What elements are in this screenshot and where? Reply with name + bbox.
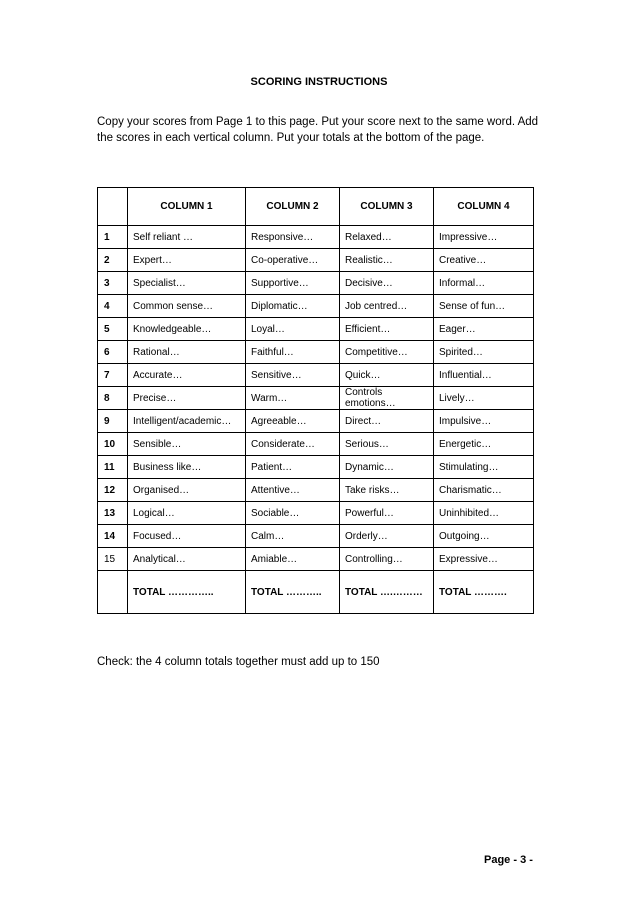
cell-column-4: Outgoing… (434, 525, 534, 548)
cell-column-4: Impressive… (434, 226, 534, 249)
cell-column-4: Expressive… (434, 548, 534, 571)
table-row (98, 364, 534, 387)
cell-column-1: Knowledgeable… (128, 318, 246, 341)
row-number: 15 (98, 548, 128, 571)
cell-column-2: Responsive… (246, 226, 340, 249)
row-number: 8 (98, 387, 128, 410)
total-column-4: TOTAL ………. (434, 571, 534, 614)
cell-column-1: Organised… (128, 479, 246, 502)
row-number: 10 (98, 433, 128, 456)
cell-column-3: Efficient… (340, 318, 434, 341)
cell-column-4: Informal… (434, 272, 534, 295)
cell-column-2: Faithful… (246, 341, 340, 364)
cell-column-4: Spirited… (434, 341, 534, 364)
cell-column-1: Common sense… (128, 295, 246, 318)
header-column-3: COLUMN 3 (340, 188, 434, 226)
total-column-1: TOTAL ………….. (128, 571, 246, 614)
cell-column-1: Focused… (128, 525, 246, 548)
table-row (98, 502, 534, 525)
cell-column-1: Analytical… (128, 548, 246, 571)
cell-column-2: Sociable… (246, 502, 340, 525)
cell-column-4: Creative… (434, 249, 534, 272)
table-row (98, 456, 534, 479)
cell-column-2: Warm… (246, 387, 340, 410)
row-number: 6 (98, 341, 128, 364)
cell-column-3: Controlling… (340, 548, 434, 571)
table-row (98, 387, 534, 410)
cell-column-3: Job centred… (340, 295, 434, 318)
cell-column-4: Charismatic… (434, 479, 534, 502)
scoring-table (97, 187, 534, 614)
table-row (98, 479, 534, 502)
cell-column-4: Lively… (434, 387, 534, 410)
cell-column-4: Uninhibited… (434, 502, 534, 525)
cell-column-1: Sensible… (128, 433, 246, 456)
total-column-2: TOTAL ……….. (246, 571, 340, 614)
row-number: 4 (98, 295, 128, 318)
page-title: SCORING INSTRUCTIONS (250, 76, 388, 88)
cell-column-3: Realistic… (340, 249, 434, 272)
cell-column-2: Loyal… (246, 318, 340, 341)
cell-column-2: Amiable… (246, 548, 340, 571)
header-column-4: COLUMN 4 (434, 188, 534, 226)
page-number: Page - 3 - (484, 854, 533, 866)
cell-column-4: Energetic… (434, 433, 534, 456)
cell-column-2: Supportive… (246, 272, 340, 295)
cell-column-3: Dynamic… (340, 456, 434, 479)
cell-column-2: Calm… (246, 525, 340, 548)
totals-label-cell (98, 571, 128, 614)
cell-column-3: Take risks… (340, 479, 434, 502)
row-number: 7 (98, 364, 128, 387)
row-number: 3 (98, 272, 128, 295)
header-column-2: COLUMN 2 (246, 188, 340, 226)
cell-column-2: Considerate… (246, 433, 340, 456)
row-number: 12 (98, 479, 128, 502)
row-number: 2 (98, 249, 128, 272)
table-row (98, 525, 534, 548)
row-number: 9 (98, 410, 128, 433)
cell-column-2: Sensitive… (246, 364, 340, 387)
cell-column-3: Controls emotions… (340, 387, 434, 410)
cell-column-1: Rational… (128, 341, 246, 364)
cell-column-2: Attentive… (246, 479, 340, 502)
cell-column-1: Business like… (128, 456, 246, 479)
cell-column-3: Quick… (340, 364, 434, 387)
cell-column-4: Stimulating… (434, 456, 534, 479)
table-row (98, 295, 534, 318)
table-row (98, 433, 534, 456)
cell-column-4: Eager… (434, 318, 534, 341)
cell-column-3: Direct… (340, 410, 434, 433)
cell-column-1: Precise… (128, 387, 246, 410)
cell-column-1: Self reliant … (128, 226, 246, 249)
cell-column-3: Powerful… (340, 502, 434, 525)
instructions-paragraph: Copy your scores from Page 1 to this page. Put your score next to the same word. Add the scores in each vertical column. Put your totals at the bottom of the page. (97, 116, 539, 144)
cell-column-3: Orderly… (340, 525, 434, 548)
cell-column-4: Sense of fun… (434, 295, 534, 318)
table-row (98, 410, 534, 433)
header-column-1: COLUMN 1 (128, 188, 246, 226)
table-row (98, 272, 534, 295)
cell-column-4: Impulsive… (434, 410, 534, 433)
check-note: Check: the 4 column totals together must add up to 150 (97, 656, 380, 668)
cell-column-1: Accurate… (128, 364, 246, 387)
header-num (98, 188, 128, 226)
cell-column-1: Logical… (128, 502, 246, 525)
table-row (98, 226, 534, 249)
row-number: 1 (98, 226, 128, 249)
cell-column-3: Competitive… (340, 341, 434, 364)
cell-column-3: Decisive… (340, 272, 434, 295)
table-row (98, 548, 534, 571)
row-number: 11 (98, 456, 128, 479)
cell-column-2: Co-operative… (246, 249, 340, 272)
cell-column-2: Diplomatic… (246, 295, 340, 318)
table-row (98, 341, 534, 364)
cell-column-2: Patient… (246, 456, 340, 479)
cell-column-3: Serious… (340, 433, 434, 456)
row-number: 5 (98, 318, 128, 341)
totals-row (98, 571, 534, 614)
cell-column-3: Relaxed… (340, 226, 434, 249)
total-column-3: TOTAL ….……… (340, 571, 434, 614)
table-row (98, 249, 534, 272)
cell-column-1: Specialist… (128, 272, 246, 295)
table-row (98, 318, 534, 341)
cell-column-1: Intelligent/academic… (128, 410, 246, 433)
row-number: 14 (98, 525, 128, 548)
table-header-row (98, 188, 534, 226)
row-number: 13 (98, 502, 128, 525)
cell-column-4: Influential… (434, 364, 534, 387)
cell-column-1: Expert… (128, 249, 246, 272)
cell-column-2: Agreeable… (246, 410, 340, 433)
